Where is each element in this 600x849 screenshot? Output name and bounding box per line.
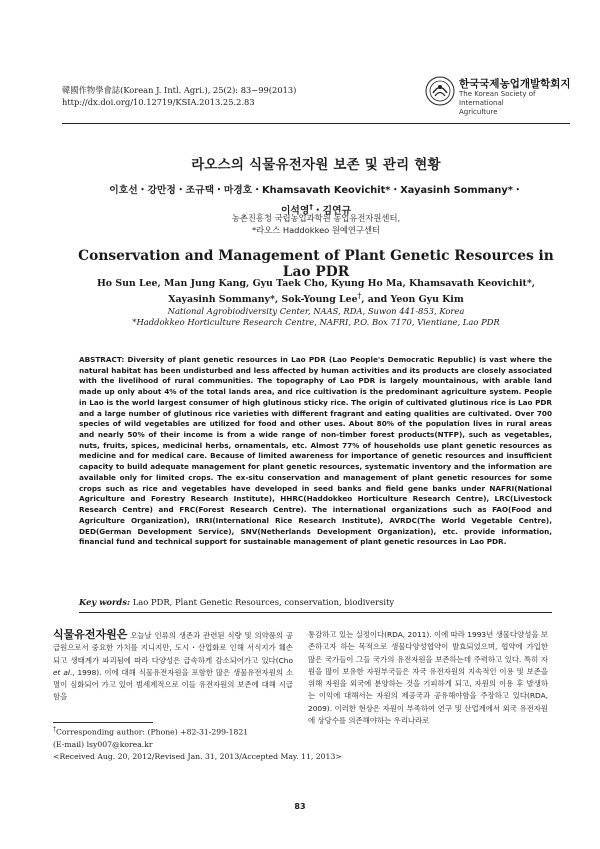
header-divider <box>62 123 570 124</box>
journal-header <box>62 84 296 108</box>
abstract <box>79 355 552 548</box>
doi-link[interactable]: http://dx.doi.org/10.12719/KSIA.2013.25.2.83 <box>62 97 255 107</box>
korean-authors-line1: 이호선・강만정・조규택・마경호・Khamsavath Keovichit*・Xayasinh Sommany*・ <box>109 185 523 196</box>
footnote-line1 <box>53 724 342 739</box>
society-name-korean: 한국국제농업개발학회지 <box>459 78 571 90</box>
korean-affiliation-2: *라오스 Haddokkeo 원예연구센터 <box>252 225 380 235</box>
lead-word: 식물유전자원은 <box>53 628 128 641</box>
footnote <box>53 724 342 763</box>
corresponding-author-mark: † <box>309 203 313 211</box>
footnote-dates: <Received Aug. 20, 2012/Revised Jan. 31, 2013/Accepted May. 11, 2013> <box>53 751 342 761</box>
page-number: 83 <box>294 802 306 811</box>
english-affiliations <box>62 306 570 328</box>
body-paragraph-right: 통감하고 있는 실정이다(RDA, 2011). 이에 따라 1993년 생물다양성을 보존하고자 하는 목적으로 생물다양성협약이 발효되었으며, 협약에 가입한 많은 국가들이 그들 국가의 유전자원을 보존하는데 주력하고 있다. 특히 자원을 많이 보유한 자원부국들은 자국 유전자원의 지속적인 이용 및 보존을 위해 자원을 외국에 분양하는 것을 기피하게 되고, 자원의 이용 후 발생하는 이익에 대해서는 자원의 제공국과 공유해야함을 주장하고 있다(RDA, 2009). 이러한 현상은 자원이 부족하여 연구 및 산업계에서 외국 유전자원에 상당수를 의존해야하는 우리나라로 <box>308 630 548 726</box>
english-affiliation-2: *Haddokkeo Horticulture Research Centre, NAFRI, P.O. Box 7170, Vientiane, Lao PDR <box>132 317 500 327</box>
society-logo <box>425 74 575 116</box>
footnote-mark: † <box>53 726 56 733</box>
abstract-text: ABSTRACT: Diversity of plant genetic resources in Lao PDR (Lao People's Democratic Republic) is vast where the natural habitat has been undisturbed and less affected by human activities and its products are closely associated with the livelihood of rural communities. The topography of Lao PDR is largely mountainous, with arable land made up only about 4% of the total lands area, and rice cultivation is the predominant agriculture system. People in Lao is the world largest consumer of high glutinous sticky rice. The origin of cultivated glutinous rice is Lao PDR and a large number of glutinous rice varieties with different fragrant and eating qualities are cultivated. Over 700 species of wild vegetables are utilized for food and other uses. About 80% of the population lives in rural areas and nearly 50% of their income is from a wide range of non-timber forest products(NTFP), such as vegetables, nuts, fruits, spices, medicinal herbs, ornamentals, etc. Almost 77% of households use plant genetic resources as medicine and for medical care. Because of limited awareness for importance of genetic resources and insufficient capacity to build adequate management for plant genetic resources, systematic inventory and the information are available only for limited crops. The ex-situ conservation and management of plant genetic resources for some crops such as rice and vegetables have developed in seed banks and field gene banks under NAFRI(National Agriculture and Forestry Research Institute), HHRC(Haddokkeo Horticulture Research Centre), LRC(Livestock Research Centre) and FRC(Forest Research Centre). The international organizations such as FAO(Food and Agriculture Organization), IRRI(International Rice Research Institute), AVRDC(The World Vegetable Centre), DED(German Development Service), SNV(Netherlands Development Organization), etc. provide information, financial fund and technical support for sustainable management of plant genetic resources in Lao PDR. <box>79 355 552 547</box>
korean-author-lee: 이석영 <box>280 205 310 217</box>
korean-affiliation-1: 농촌진흥청 국립농업과학원 농업유전자원센터, <box>231 213 401 223</box>
society-name-english-line1: The Korean Society of International <box>459 90 536 107</box>
body-right-column <box>308 629 548 727</box>
korean-author-kim: ・김연규 <box>312 205 352 217</box>
footnote-corresponding: Corresponding author: (Phone) +82-31-299-1821 <box>56 727 249 737</box>
keywords <box>79 597 394 607</box>
society-name-english-line2: Agriculture <box>459 108 498 116</box>
journal-citation: 韓國作物學會誌(Korean J. Intl. Agri.), 25(2): 83−99(2013) <box>62 85 297 95</box>
society-emblem-icon <box>425 76 455 106</box>
korean-affiliations <box>62 212 570 236</box>
footnote-divider <box>53 722 153 723</box>
corresponding-author-mark: † <box>357 291 362 300</box>
abstract-divider <box>79 612 552 613</box>
english-authors <box>62 278 570 306</box>
english-title: Conservation and Management of Plant Genetic Resources in Lao PDR <box>78 248 554 280</box>
et-al: et al <box>53 667 70 677</box>
body-left-column <box>53 629 293 704</box>
keywords-text: Lao PDR, Plant Genetic Resources, conservation, biodiversity <box>130 597 395 607</box>
english-affiliation-1: National Agrobiodiversity Center, NAAS, RDA, Suwon 441-853, Korea <box>167 306 465 316</box>
footnote-email[interactable]: (E-mail) lsy007@korea.kr <box>53 739 153 749</box>
english-authors-line1: Ho Sun Lee, Man Jung Kang, Gyu Taek Cho, Kyung Ho Ma, Khamsavath Keovichit*, <box>96 278 536 289</box>
english-authors-line2-text: Xayasinh Sommany*, Sok-Young Lee <box>168 294 358 306</box>
society-name-english <box>459 90 575 117</box>
keywords-label: Key words: <box>79 597 131 607</box>
english-authors-line2 <box>62 290 570 306</box>
body-left-text-a: 오늘날 인류의 생존과 관련된 식량 및 의약품의 공급원으로서 중요한 가치를 지니지만, 도시・산업화로 인해 서식지가 훼손되고 생태계가 파괴됨에 따라 다양성은 급속하게 감소되어가고 있다(Cho <box>53 631 293 665</box>
english-authors-line2-rest: , and Yeon Gyu Kim <box>361 294 464 306</box>
body-left-text-b: ., 1998). 이에 대해 식물유전자원을 포함한 많은 생물유전자원의 소멸이 심화되어 가고 있어 범세계적으로 이들 유전자원의 보존에 대해 시급함을 <box>53 667 293 702</box>
korean-title: 라오스의 식물유전자원 보존 및 관리 현황 <box>191 157 441 173</box>
body-paragraph-left <box>53 629 293 704</box>
